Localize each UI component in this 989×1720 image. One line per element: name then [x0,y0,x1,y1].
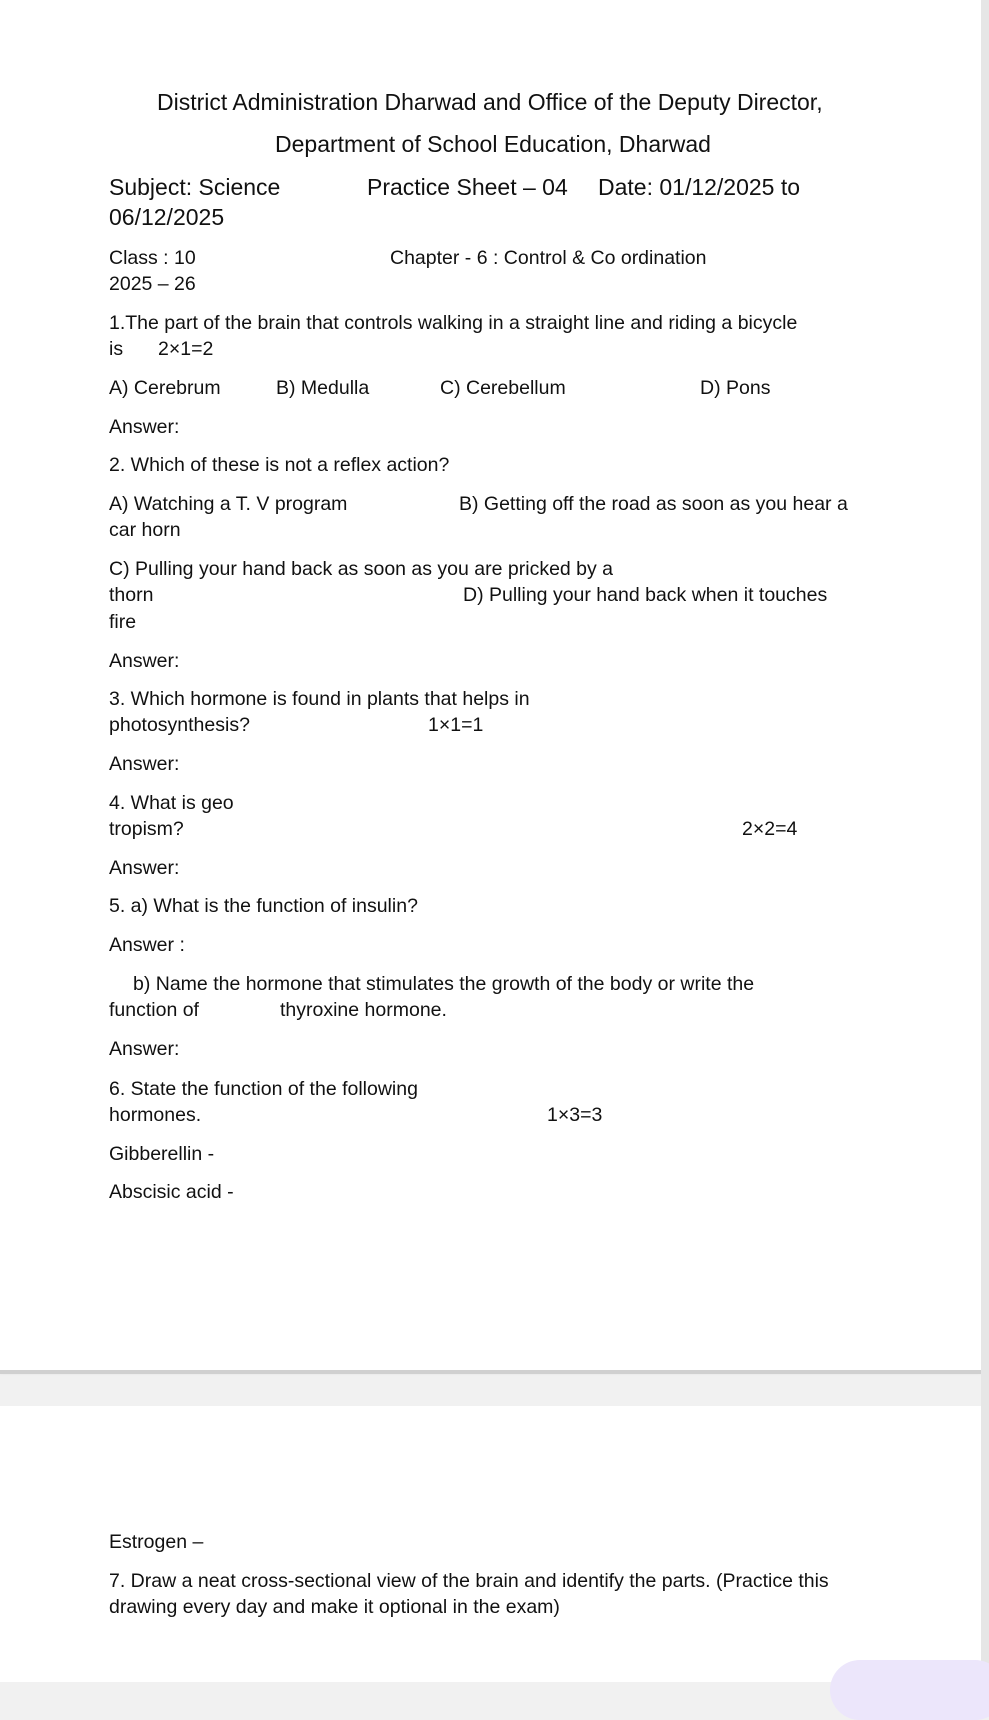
question-6-text: 6. State the function of the following [109,1078,418,1100]
question-7-text-cont: drawing every day and make it optional in the exam) [109,1596,560,1618]
question-3-text: 3. Which hormone is found in plants that helps in [109,688,530,710]
question-2-option-a: A) Watching a T. V program [109,493,348,515]
question-2-option-b-cont: car horn [109,519,181,541]
question-4-text-cont: tropism? [109,818,184,840]
question-5a-answer: Answer : [109,934,185,956]
date-end-label: 06/12/2025 [109,204,225,230]
practice-sheet-label: Practice Sheet – 04 [367,174,568,200]
header-line-1: District Administration Dharwad and Office of the Deputy Director, [157,89,823,115]
document-page-2 [0,1406,981,1682]
question-3-marks: 1×1=1 [428,714,484,736]
question-1-answer: Answer: [109,416,180,438]
question-1-text: 1.The part of the brain that controls walking in a straight line and riding a bicycle [109,312,798,334]
question-2-text: 2. Which of these is not a reflex action? [109,454,450,476]
question-1-option-b: B) Medulla [276,377,370,399]
date-label: Date: 01/12/2025 to [598,174,801,200]
question-7-text: 7. Draw a neat cross-sectional view of the brain and identify the parts. (Practice this [109,1570,829,1592]
class-label: Class : 10 [109,247,196,269]
chapter-label: Chapter - 6 : Control & Co ordination [390,247,707,269]
question-3-answer: Answer: [109,753,180,775]
question-4-answer: Answer: [109,857,180,879]
year-label: 2025 – 26 [109,273,196,295]
question-2-option-d-cont: fire [109,611,137,633]
question-1-text-cont: is [109,338,124,360]
question-6-item-gibberellin: Gibberellin - [109,1143,215,1165]
question-1-option-c: C) Cerebellum [440,377,566,399]
question-5b-answer: Answer: [109,1038,180,1060]
question-1-marks: 2×1=2 [158,338,214,360]
scrollbar[interactable] [981,0,989,1682]
question-3-text-cont: photosynthesis? [109,714,250,736]
question-6-marks: 1×3=3 [547,1104,603,1126]
subject-label: Subject: Science [109,174,281,200]
question-4-marks: 2×2=4 [742,818,798,840]
question-5b-text: b) Name the hormone that stimulates the growth of the body or write the [133,973,755,995]
question-1-option-a: A) Cerebrum [109,377,221,399]
question-1-option-d: D) Pons [700,377,771,399]
floating-action-button[interactable] [830,1660,989,1720]
question-2-option-c: C) Pulling your hand back as soon as you are pricked by a [109,558,614,580]
question-6-item-abscisic-acid: Abscisic acid - [109,1181,234,1203]
question-2-option-c-cont: thorn [109,584,154,606]
header-line-2: Department of School Education, Dharwad [275,131,711,157]
question-5b-text-cont: function of [109,999,199,1021]
question-5a-text: 5. a) What is the function of insulin? [109,895,418,917]
question-5b-text-cont-2: thyroxine hormone. [280,999,447,1021]
question-2-option-b: B) Getting off the road as soon as you hear a [459,493,848,515]
question-4-text: 4. What is geo [109,792,234,814]
question-6-item-estrogen: Estrogen – [109,1531,204,1553]
question-2-option-d: D) Pulling your hand back when it touches [463,584,828,606]
question-2-answer: Answer: [109,650,180,672]
question-6-text-cont: hormones. [109,1104,202,1126]
page-divider [0,1370,981,1374]
